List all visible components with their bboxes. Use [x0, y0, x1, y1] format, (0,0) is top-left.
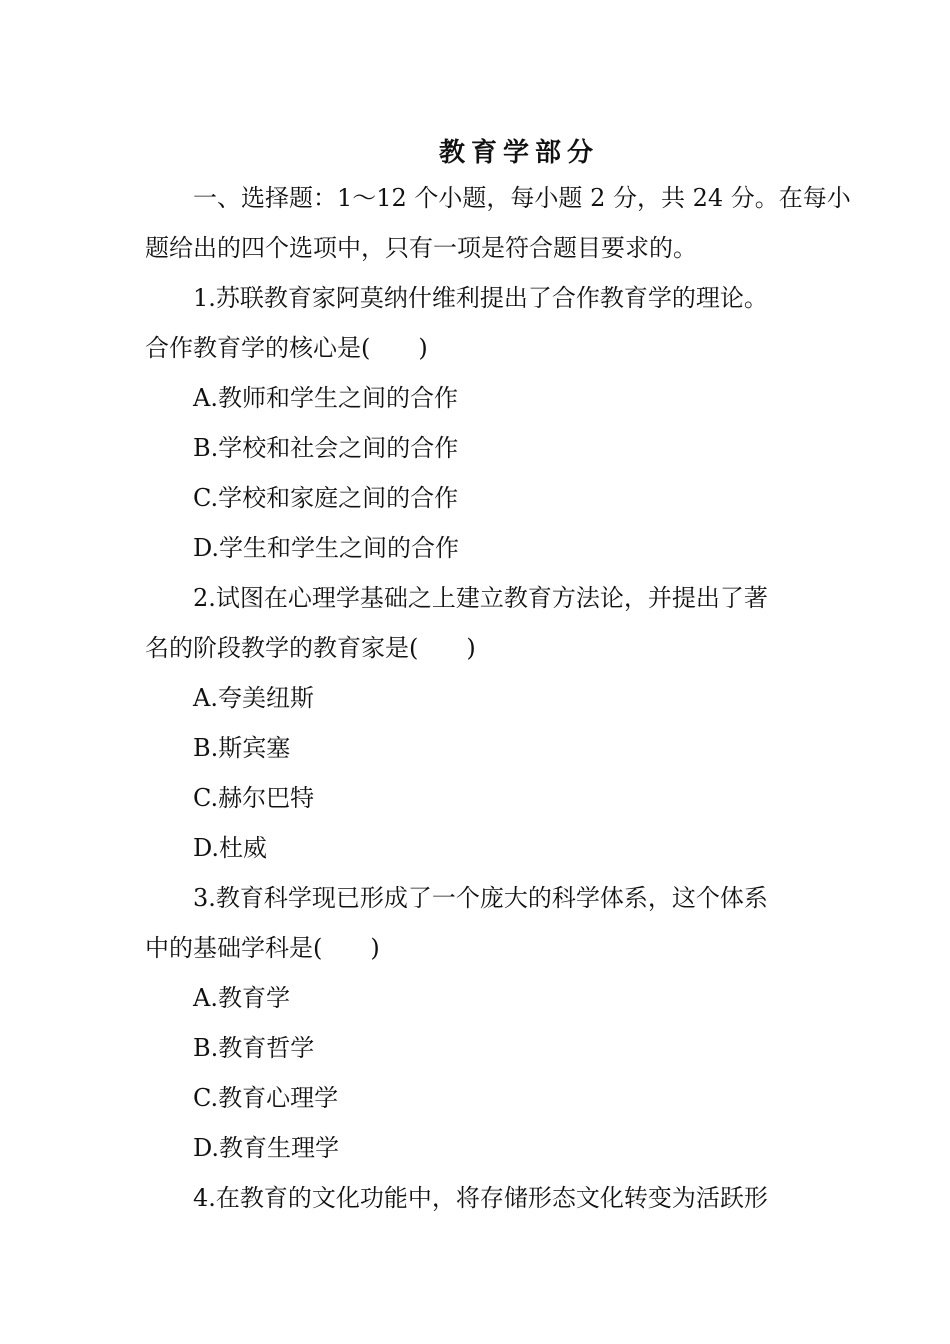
question-1-option-b: B.学校和社会之间的合作: [193, 434, 459, 462]
question-2-stem-line-1: 2.试图在心理学基础之上建立教育方法论，并提出了著: [193, 584, 768, 612]
question-1-option-c: C.学校和家庭之间的合作: [193, 484, 459, 512]
question-1-stem-line-1: 1.苏联教育家阿莫纳什维利提出了合作教育学的理论。: [193, 284, 768, 312]
intro-line-2: 题给出的四个选项中，只有一项是符合题目要求的。: [145, 234, 697, 262]
question-2-option-b: B.斯宾塞: [193, 734, 291, 762]
question-3-option-c: C.教育心理学: [193, 1084, 339, 1112]
question-1-option-d: D.学生和学生之间的合作: [193, 534, 460, 562]
question-4-stem-line-1: 4.在教育的文化功能中，将存储形态文化转变为活跃形: [193, 1184, 768, 1212]
intro-line-1: 一、选择题：1～12 个小题，每小题 2 分，共 24 分。在每小: [193, 184, 851, 212]
question-2-option-d: D.杜威: [193, 834, 268, 862]
question-3-option-a: A.教育学: [193, 984, 290, 1012]
question-3-option-d: D.教育生理学: [193, 1134, 340, 1162]
question-2-stem-line-2: 名的阶段教学的教育家是( ): [145, 634, 476, 662]
question-1-option-a: A.教师和学生之间的合作: [193, 384, 458, 412]
section-title: 教育学部分: [438, 138, 599, 168]
question-1-stem-line-2: 合作教育学的核心是( ): [145, 334, 428, 362]
question-3-option-b: B.教育哲学: [193, 1034, 315, 1062]
question-3-stem-line-2: 中的基础学科是( ): [145, 934, 380, 962]
question-3-stem-line-1: 3.教育科学现已形成了一个庞大的科学体系，这个体系: [193, 884, 768, 912]
question-2-option-c: C.赫尔巴特: [193, 784, 315, 812]
question-2-option-a: A.夸美纽斯: [193, 684, 314, 712]
